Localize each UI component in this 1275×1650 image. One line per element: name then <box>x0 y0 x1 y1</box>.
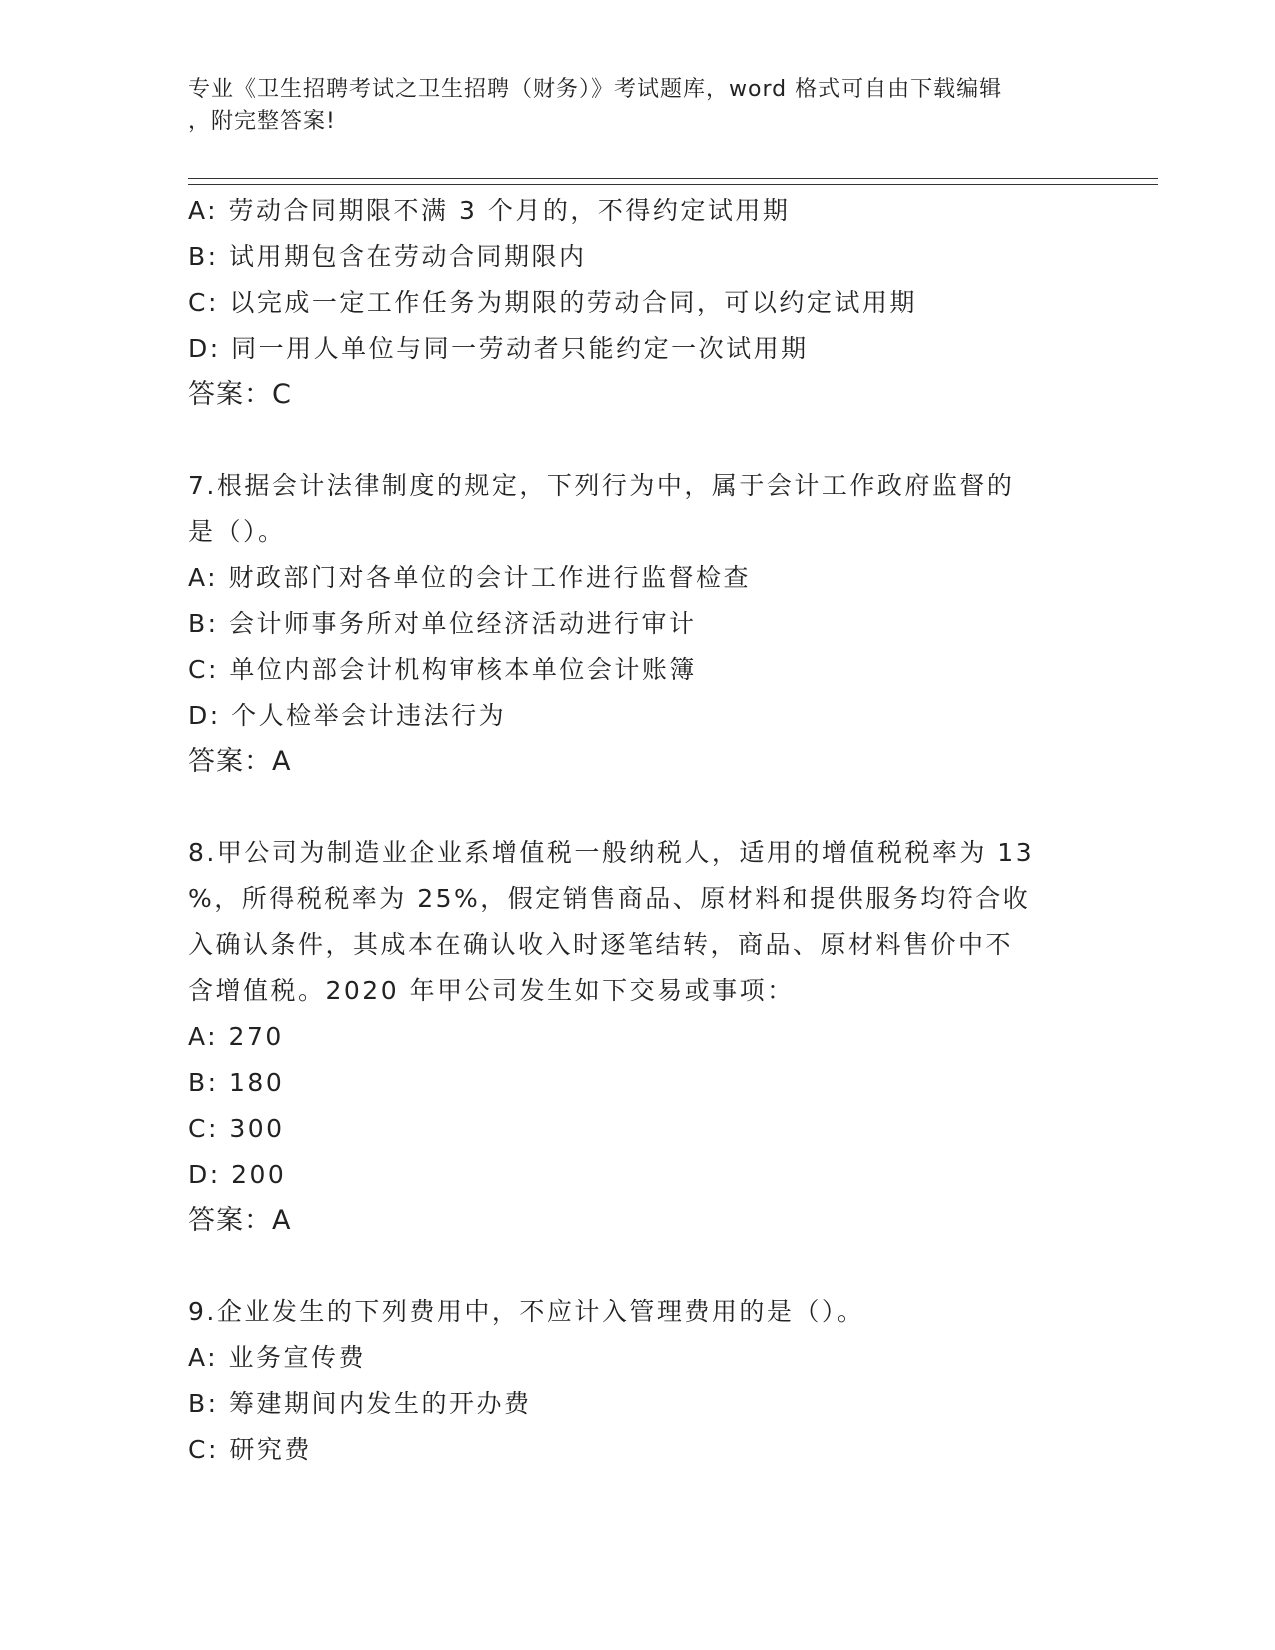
answer: 答案：A <box>188 746 292 777</box>
question-7 <box>188 463 1088 785</box>
option-b: B: 会计师事务所对单位经济活动进行审计 <box>188 609 697 638</box>
option-a: A: 劳动合同期限不满 3 个月的，不得约定试用期 <box>188 196 791 225</box>
document-header <box>188 74 1088 138</box>
option-c: C: 以完成一定工作任务为期限的劳动合同，可以约定试用期 <box>188 288 917 317</box>
question-stem: 7.根据会计法律制度的规定，下列行为中，属于会计工作政府监督的 <box>188 471 1015 500</box>
answer: 答案：C <box>188 379 292 410</box>
option-c: C: 300 <box>188 1114 285 1143</box>
header-divider-top <box>188 178 1158 179</box>
option-b: B: 筹建期间内发生的开办费 <box>188 1389 532 1418</box>
question-list <box>188 188 1088 1473</box>
option-d: D: 200 <box>188 1160 287 1189</box>
option-a: A: 270 <box>188 1022 284 1051</box>
question-stem: 9.企业发生的下列费用中，不应计入管理费用的是（）。 <box>188 1297 865 1326</box>
question-6 <box>188 188 1088 418</box>
answer: 答案：A <box>188 1205 292 1236</box>
question-8 <box>188 830 1088 1244</box>
option-c: C: 单位内部会计机构审核本单位会计账簿 <box>188 655 697 684</box>
option-a: A: 财政部门对各单位的会计工作进行监督检查 <box>188 563 752 592</box>
option-d: D: 同一用人单位与同一劳动者只能约定一次试用期 <box>188 334 809 363</box>
question-9 <box>188 1289 1088 1473</box>
option-c: C: 研究费 <box>188 1435 312 1464</box>
header-line-2: ，附完整答案! <box>188 109 336 134</box>
question-stem: 8.甲公司为制造业企业系增值税一般纳税人，适用的增值税税率为 13 <box>188 838 1035 867</box>
option-b: B: 180 <box>188 1068 285 1097</box>
header-divider-bottom <box>188 184 1158 185</box>
option-d: D: 个人检举会计违法行为 <box>188 701 507 730</box>
question-stem: 是（）。 <box>188 517 286 546</box>
question-stem: 入确认条件，其成本在确认收入时逐笔结转，商品、原材料售价中不 <box>188 930 1014 959</box>
question-stem: 含增值税。2020 年甲公司发生如下交易或事项： <box>188 976 795 1005</box>
question-stem: %，所得税税率为 25%，假定销售商品、原材料和提供服务均符合收 <box>188 884 1031 913</box>
option-b: B: 试用期包含在劳动合同期限内 <box>188 242 587 271</box>
option-a: A: 业务宣传费 <box>188 1343 367 1372</box>
header-line-1: 专业《卫生招聘考试之卫生招聘（财务）》考试题库，word 格式可自由下载编辑 <box>188 77 1003 102</box>
